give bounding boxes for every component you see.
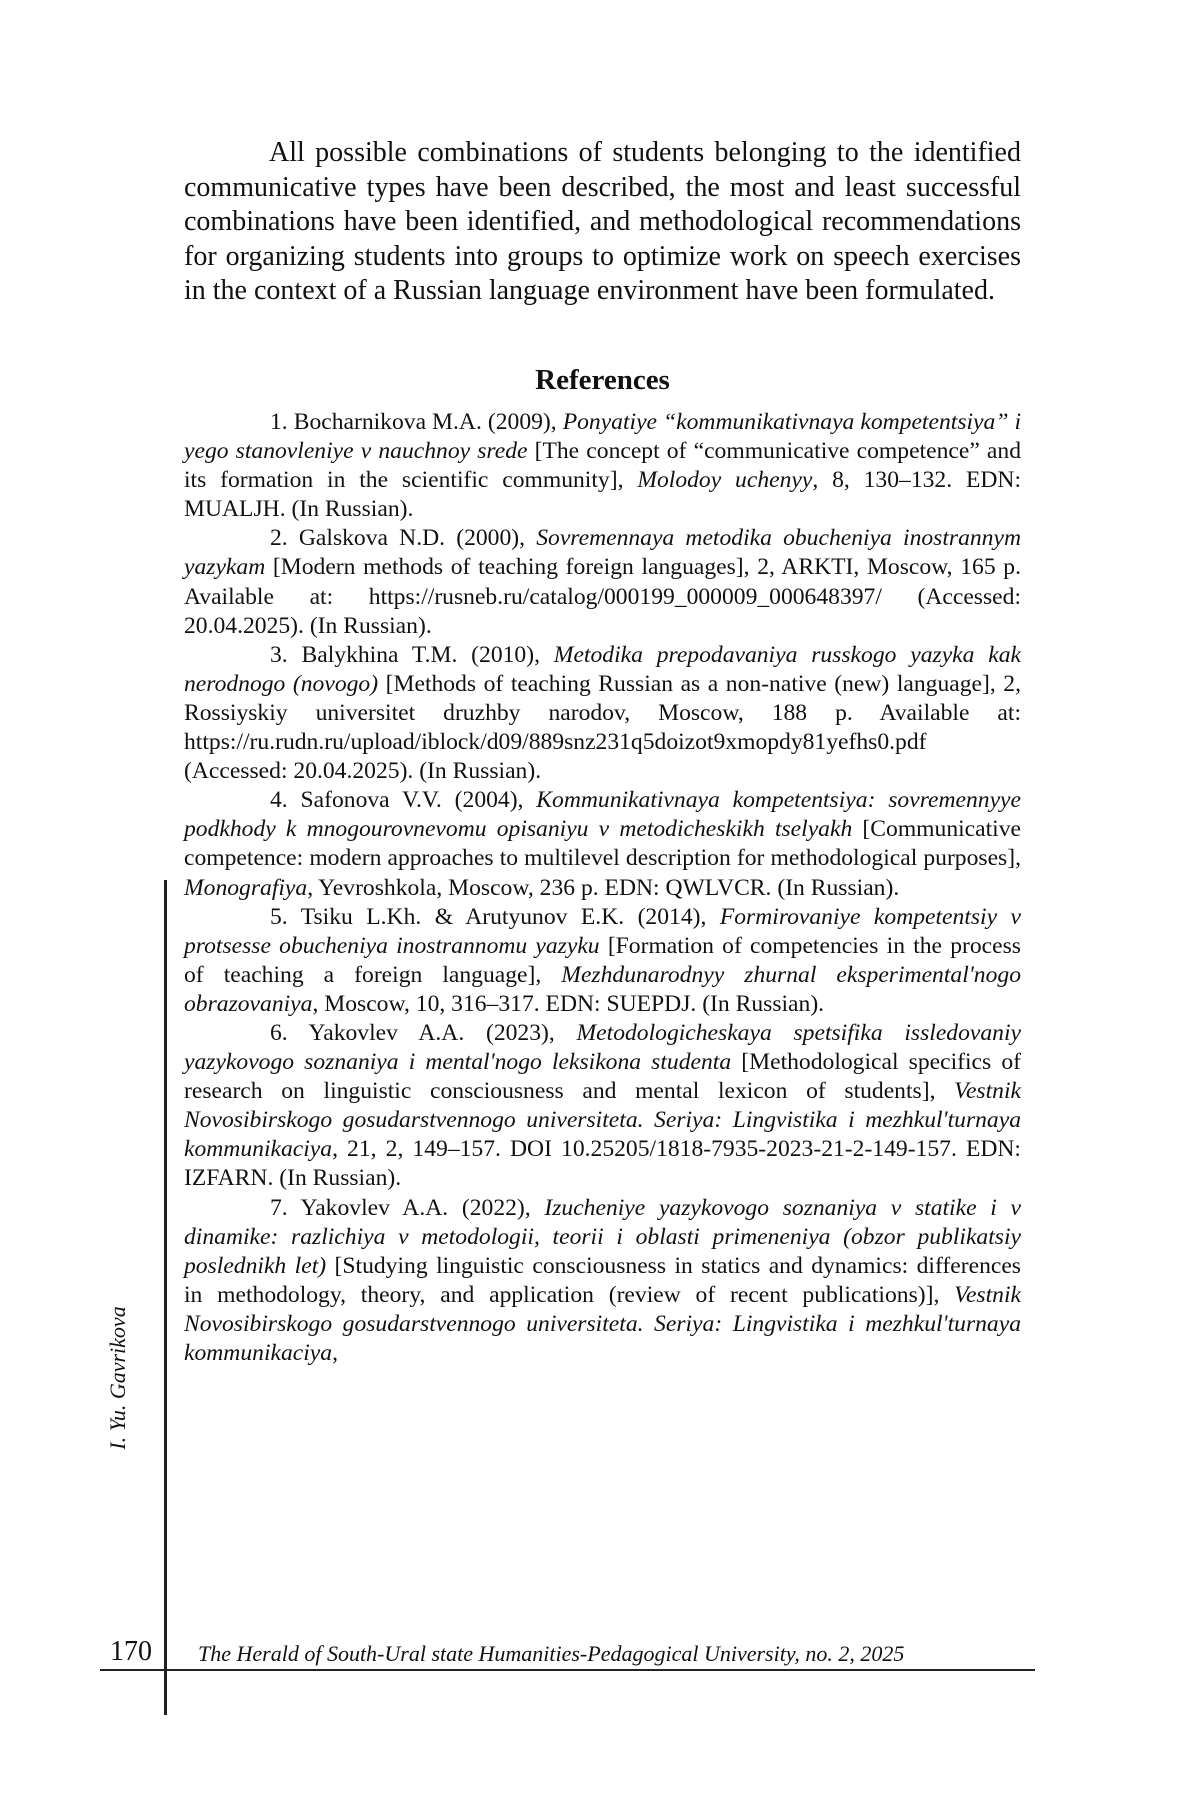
journal-footer: The Herald of South-Ural state Humanities-Pedagogical University, no. 2, 2025 (198, 1640, 904, 1668)
reference-item: 2. Galskova N.D. (2000), Sovremennaya metodika obucheniya inostrannym yazykam [Modern methods of teaching foreign languages], 2, ARKTI, Moscow, 165 p. Available at: https://rusneb.ru/catalog/000199_000009_000648397/ (Accessed: 20.04.2025). (In Russian). (184, 524, 1021, 640)
margin-vertical-rule (164, 880, 167, 1715)
reference-item: 7. Yakovlev A.A. (2022), Izucheniye yazykovogo soznaniya v statike i v dinamike: razlichiya v metodologii, teorii i oblasti primeneniya (obzor publikatsiy poslednikh let) [Studying linguistic consciousness in statics and dynamics: differences in methodology, theory, and application (review of recent publications)], Vestnik Novosibirskogo gosudarstvennogo universiteta. Seriya: Lingvistika i mezhkul'turnaya kommunikaciya, (184, 1194, 1021, 1369)
references-list (184, 408, 1021, 1368)
reference-item: 6. Yakovlev A.A. (2023), Metodologicheskaya spetsifika issledovaniy yazykovogo soznaniya i mental'nogo leksikona studenta [Methodological specifics of research on linguistic consciousness and mental lexicon of students], Vestnik Novosibirskogo gosudarstvennogo universiteta. Seriya: Lingvistika i mezhkul'turnaya kommunikaciya, 21, 2, 149–157. DOI 10.25205/1818-7935-2023-21-2-149-157. EDN: IZFARN. (In Russian). (184, 1019, 1021, 1194)
reference-item: 3. Balykhina T.M. (2010), Metodika prepodavaniya russkogo yazyka kak nerodnogo (novogo) [Methods of teaching Russian as a non-native (new) language], 2, Rossiyskiy universitet druzhby narodov, Moscow, 188 p. Available at: https://ru.rudn.ru/upload/iblock/d09/889snz231q5doizot9xmopdy81yefhs0.pdf (Accessed: 20.04.2025). (In Russian). (184, 641, 1021, 786)
page-number: 170 (110, 1636, 152, 1668)
reference-item: 4. Safonova V.V. (2004), Kommunikativnaya kompetentsiya: sovremennyye podkhody k mnogourovnevomu opisaniyu v metodicheskikh tselyakh [Communicative competence: modern approaches to multilevel description for methodological purposes], Monografiya, Yevroshkola, Moscow, 236 p. EDN: QWLVCR. (In Russian). (184, 786, 1021, 902)
body-paragraph: All possible combinations of students belonging to the identified communicative types have been described, the most and least successful combinations have been identified, and methodological recommendations for organizing students into groups to optimize work on speech exercises in the context of a Russian language environment have been formulated. (184, 136, 1021, 309)
footer-rule (100, 1669, 1035, 1671)
references-heading: References (184, 362, 1021, 398)
running-author: I. Yu. Gavrikova (105, 1306, 131, 1449)
reference-item: 5. Tsiku L.Kh. & Arutyunov E.K. (2014), Formirovaniye kompetentsiy v protsesse obucheniya inostrannomu yazyku [Formation of competencies in the process of teaching a foreign language], Mezhdunarodnyy zhurnal eksperimental'nogo obrazovaniya, Moscow, 10, 316–317. EDN: SUEPDJ. (In Russian). (184, 903, 1021, 1019)
reference-item: 1. Bocharnikova M.A. (2009), Ponyatiye “kommunikativnaya kompetentsiya” i yego stanovleniye v nauchnoy srede [The concept of “communicative competence” and its formation in the scientific community], Molodoy uchenyy, 8, 130–132. EDN: MUALJH. (In Russian). (184, 408, 1021, 524)
